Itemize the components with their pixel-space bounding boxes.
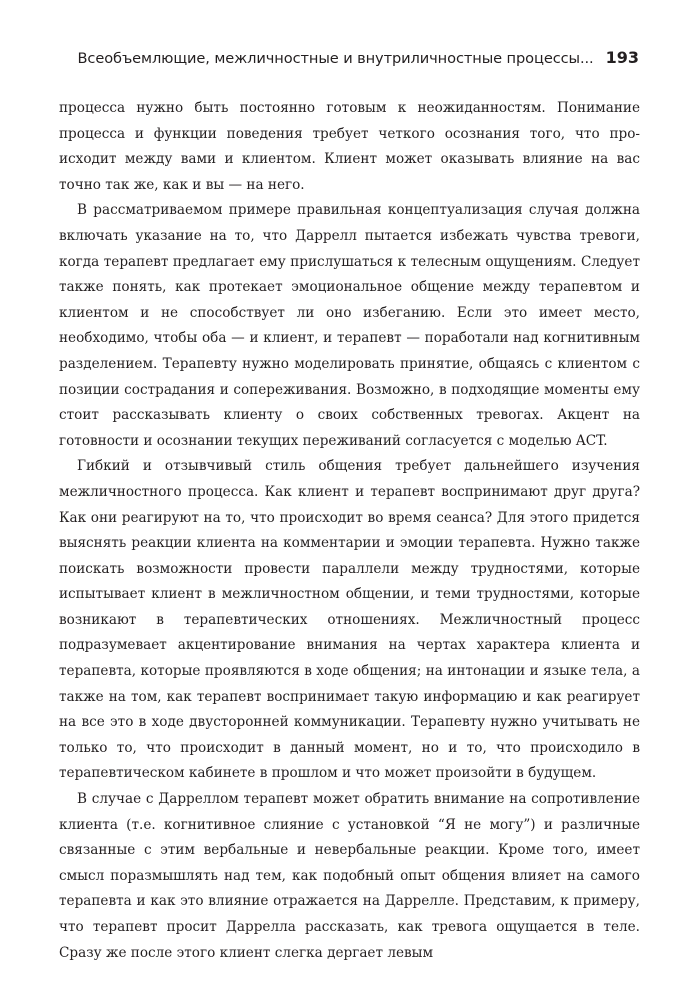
paragraph: В случае с Дарреллом терапевт может обратить внимание на сопротивление клиента (т.е. когнитивное слияние с установкой “Я не могу”) и различные связанные с этим вербальные и невербальные реакции. Кроме того, имеет смысл поразмышлять над тем, как подобный опыт общения влияет на самого терапевта и как это влияние отражается на Даррелле. Представим, к примеру, что терапевт просит Даррелла рассказать, как тревога ощущается в теле. Сразу же после этого клиент слегка дергает левым — [59, 791, 640, 961]
paragraph: В рассматриваемом примере правильная концептуализация случая должна включать указание на то, что Даррелл пытается избежать чувства тревоги, когда терапевт предлагает ему прислушаться к телесным ощущениям. Следует также понять, как протекает эмоциональное общение между терапевтом и клиентом и не способствует ли оно избеганию. Если это имеет место, необходимо, чтобы оба — и клиент, и терапевт — поработали над когнитивным разделением. Терапевту нужно моделировать принятие, общаясь с клиентом с позиции сострадания и сопереживания. Возможно, в подходящие моменты ему стоит рассказывать клиенту о своих собственных тревогах. Акцент на готовности и осознании текущих переживаний согласуется с моделью ACT. — [59, 202, 640, 449]
body-text — [59, 96, 640, 966]
page-number: 193 — [605, 48, 639, 67]
running-title: Всеобъемлющие, межличностные и внутриличностные процессы... — [77, 50, 594, 67]
running-head — [0, 46, 639, 71]
paragraph: процесса нужно быть постоянно готовым к неожиданностям. Понимание процесса и функции поведения требует четкого осознания того, что происходит между вами и клиентом. Клиент может оказывать влияние на вас точно так же, как и вы — на него. — [59, 100, 640, 193]
paragraph: Гибкий и отзывчивый стиль общения требует дальнейшего изучения межличностного процесса. Как клиент и терапевт воспринимают друг друга? Как они реагируют на то, что происходит во время сеанса? Для этого придется выяснять реакции клиента на комментарии и эмоции терапевта. Нужно также поискать возможности провести параллели между трудностями, которые испытывает клиент в межличностном общении, и теми трудностями, которые возникают в терапевтических отношениях. Межличностный процесс подразумевает акцентирование внимания на чертах характера клиента и терапевта, которые проявляются в ходе общения; на интонации и языке тела, а также на том, как терапевт воспринимает такую информацию и как реагирует на все это в ходе двусторонней коммуникации. Терапевту нужно учитывать не только то, что происходит в данный момент, но и то, что происходило в терапевтическом кабинете в прошлом и что может произойти в будущем. — [59, 458, 640, 782]
